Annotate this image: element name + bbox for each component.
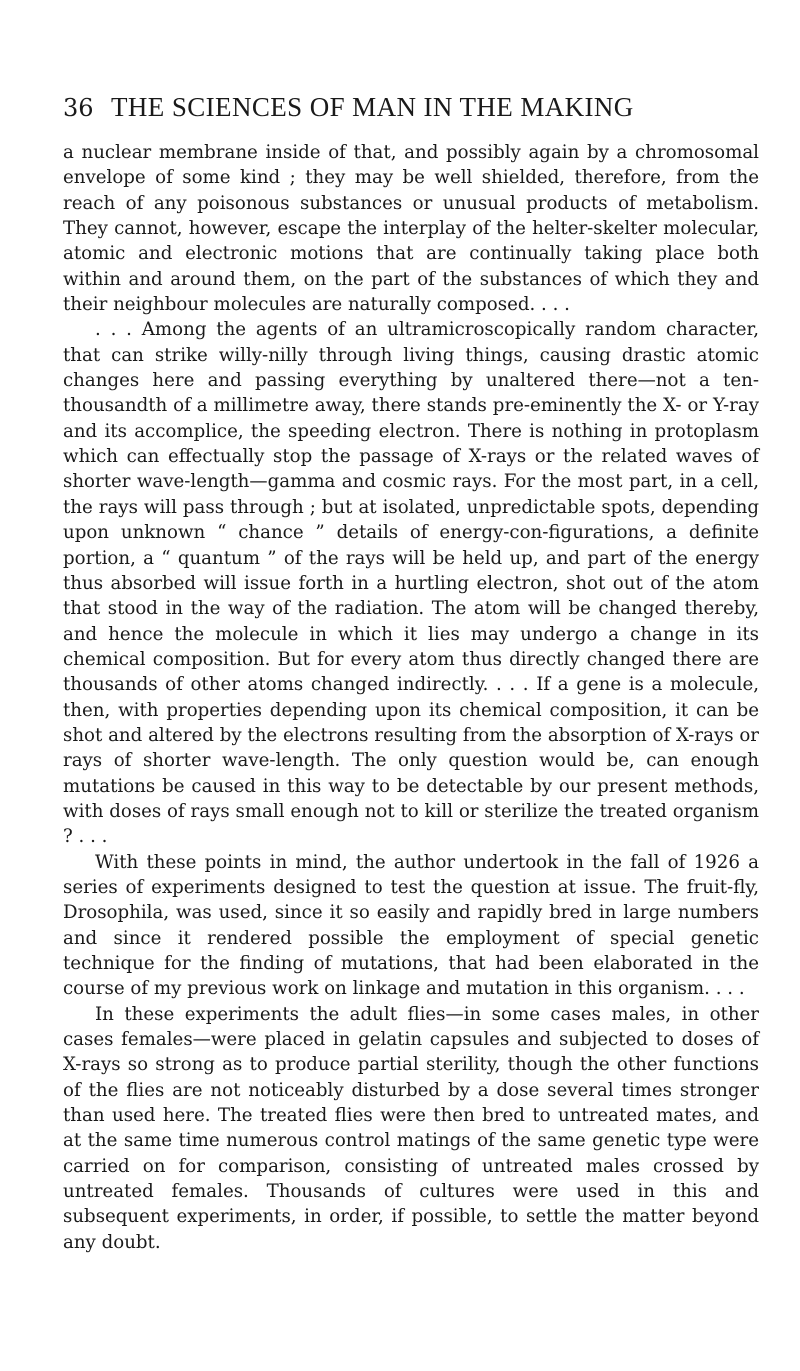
paragraph-4: In these experiments the adult flies—in some cases males, in other cases females—were placed in gelatin capsules and subjected to doses of X-rays so strong as to produce partial sterility, though the other functions of the flies are not noticeably disturbed by a dose several times stronger than used here. The treated flies were then bred to untreated mates, and at the same time numerous control matings of the same genetic type were carried on for comparison, consisting of untreated males crossed by untreated females. Thousands of cultures were used in this and subsequent experiments, in order, if possible, to settle the matter beyond any doubt. [63,1003,759,1253]
page-number: 36 [63,94,94,122]
running-head [63,92,759,128]
paragraph-2: . . . Among the agents of an ultramicroscopically random character, that can strike willy-nilly through living things, causing drastic atomic changes here and passing everything by unaltered there—not a ten-thousandth of a millimetre away, there stands pre-eminently the X- or Y-ray and its accomplice, the speeding electron. There is nothing in protoplasm which can effectually stop the passage of X-rays or the related waves of shorter wave-length—gamma and cosmic rays. For the most part, in a cell, the rays will pass through ; but at isolated, unpredictable spots, depending upon unknown “ chance ” details of energy-con-figurations, a definite portion, a “ quantum ” of the rays will be held up, and part of the energy thus absorbed will issue forth in a hurtling electron, shot out of the atom that stood in the way of the radiation. The atom will be changed thereby, and hence the molecule in which it lies may undergo a change in its chemical composition. But for every atom thus directly changed there are thousands of other atoms changed indirectly. . . . If a gene is a molecule, then, with properties depending upon its chemical composition, it can be shot and altered by the electrons resulting from the absorption of X-rays or rays of shorter wave-length. The only question would be, can enough mutations be caused in this way to be detectable by our present methods, with doses of rays small enough not to kill or sterilize the treated organism ? . . . [63,319,759,848]
paragraph-1: a nuclear membrane inside of that, and possibly again by a chromosomal envelope of some kind ; they may be well shielded, therefore, from the reach of any poisonous substances or unusual products of metabolism. They cannot, however, escape the interplay of the helter-skelter molecular, atomic and electronic motions that are continually taking place both within and around them, on the part of the substances of which they and their neighbour molecules are naturally composed. . . . [63,142,759,316]
running-head-title: THE SCIENCES OF MAN IN THE MAKING [111,92,634,122]
paragraph-3: With these points in mind, the author undertook in the fall of 1926 a series of experiments designed to test the question at issue. The fruit-fly, Drosophila, was used, since it so easily and rapidly bred in large numbers and since it rendered possible the employment of special genetic technique for the finding of mutations, that had been elaborated in the course of my previous work on linkage and mutation in this organism. . . . [63,851,759,1000]
body-text [63,140,759,1255]
book-page [63,92,759,1255]
